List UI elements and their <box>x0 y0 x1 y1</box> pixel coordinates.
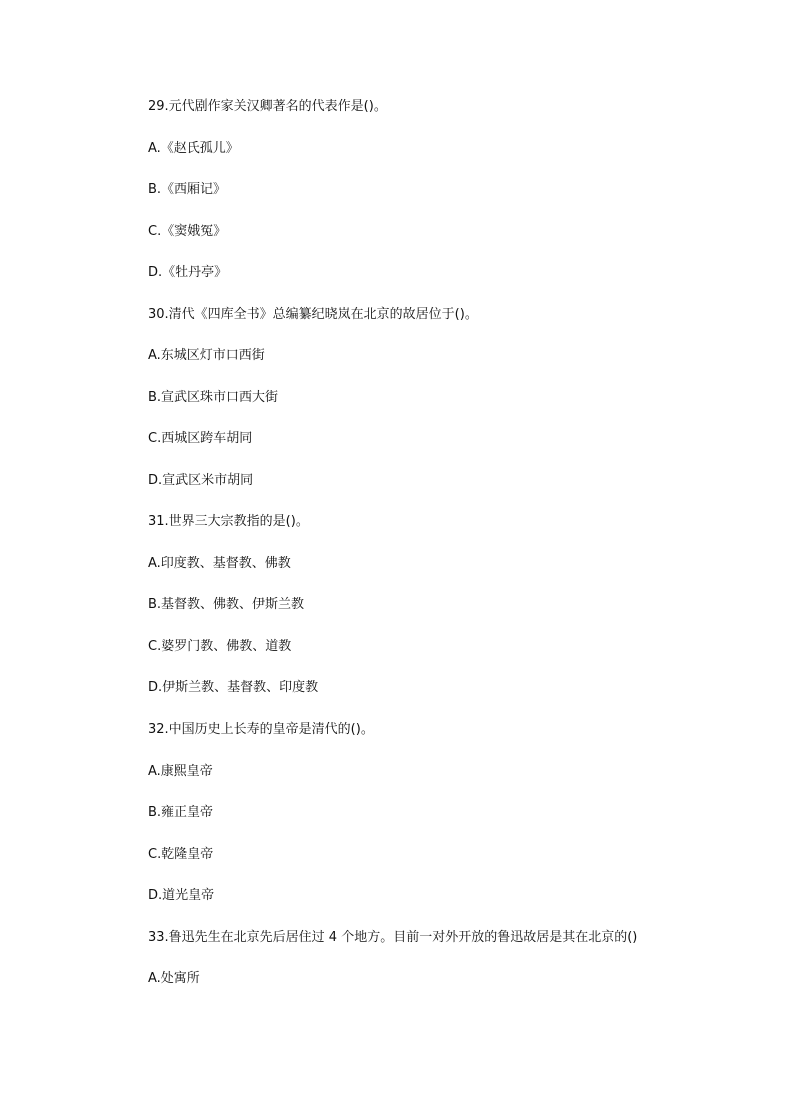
option-30-a: A.东城区灯市口西街 <box>148 348 265 363</box>
option-29-c: C.《窦娥冤》 <box>148 224 227 239</box>
question-32: 32.中国历史上长寿的皇帝是清代的()。 <box>148 722 374 737</box>
option-30-b: B.宣武区珠市口西大街 <box>148 390 279 405</box>
option-29-b: B.《西厢记》 <box>148 182 227 197</box>
option-31-b: B.基督教、佛教、伊斯兰教 <box>148 597 305 612</box>
option-29-a: A.《赵氏孤儿》 <box>148 141 239 156</box>
option-31-d: D.伊斯兰教、基督教、印度教 <box>148 680 319 695</box>
option-30-d: D.宣武区米市胡同 <box>148 473 254 488</box>
question-29: 29.元代剧作家关汉卿著名的代表作是()。 <box>148 99 387 114</box>
option-32-d: D.道光皇帝 <box>148 888 215 903</box>
option-29-d: D.《牡丹亭》 <box>148 265 228 280</box>
option-31-a: A.印度教、基督教、佛教 <box>148 556 291 571</box>
question-33: 33.鲁迅先生在北京先后居住过 4 个地方。目前一对外开放的鲁迅故居是其在北京的() <box>148 930 638 945</box>
option-32-a: A.康熙皇帝 <box>148 764 213 779</box>
option-30-c: C.西城区跨车胡同 <box>148 431 253 446</box>
question-30: 30.清代《四库全书》总编纂纪晓岚在北京的故居位于()。 <box>148 307 478 322</box>
option-32-b: B.雍正皇帝 <box>148 805 214 820</box>
question-31: 31.世界三大宗教指的是()。 <box>148 514 309 529</box>
option-32-c: C.乾隆皇帝 <box>148 847 214 862</box>
option-33-a: A.处寓所 <box>148 971 200 986</box>
option-31-c: C.婆罗门教、佛教、道教 <box>148 639 292 654</box>
